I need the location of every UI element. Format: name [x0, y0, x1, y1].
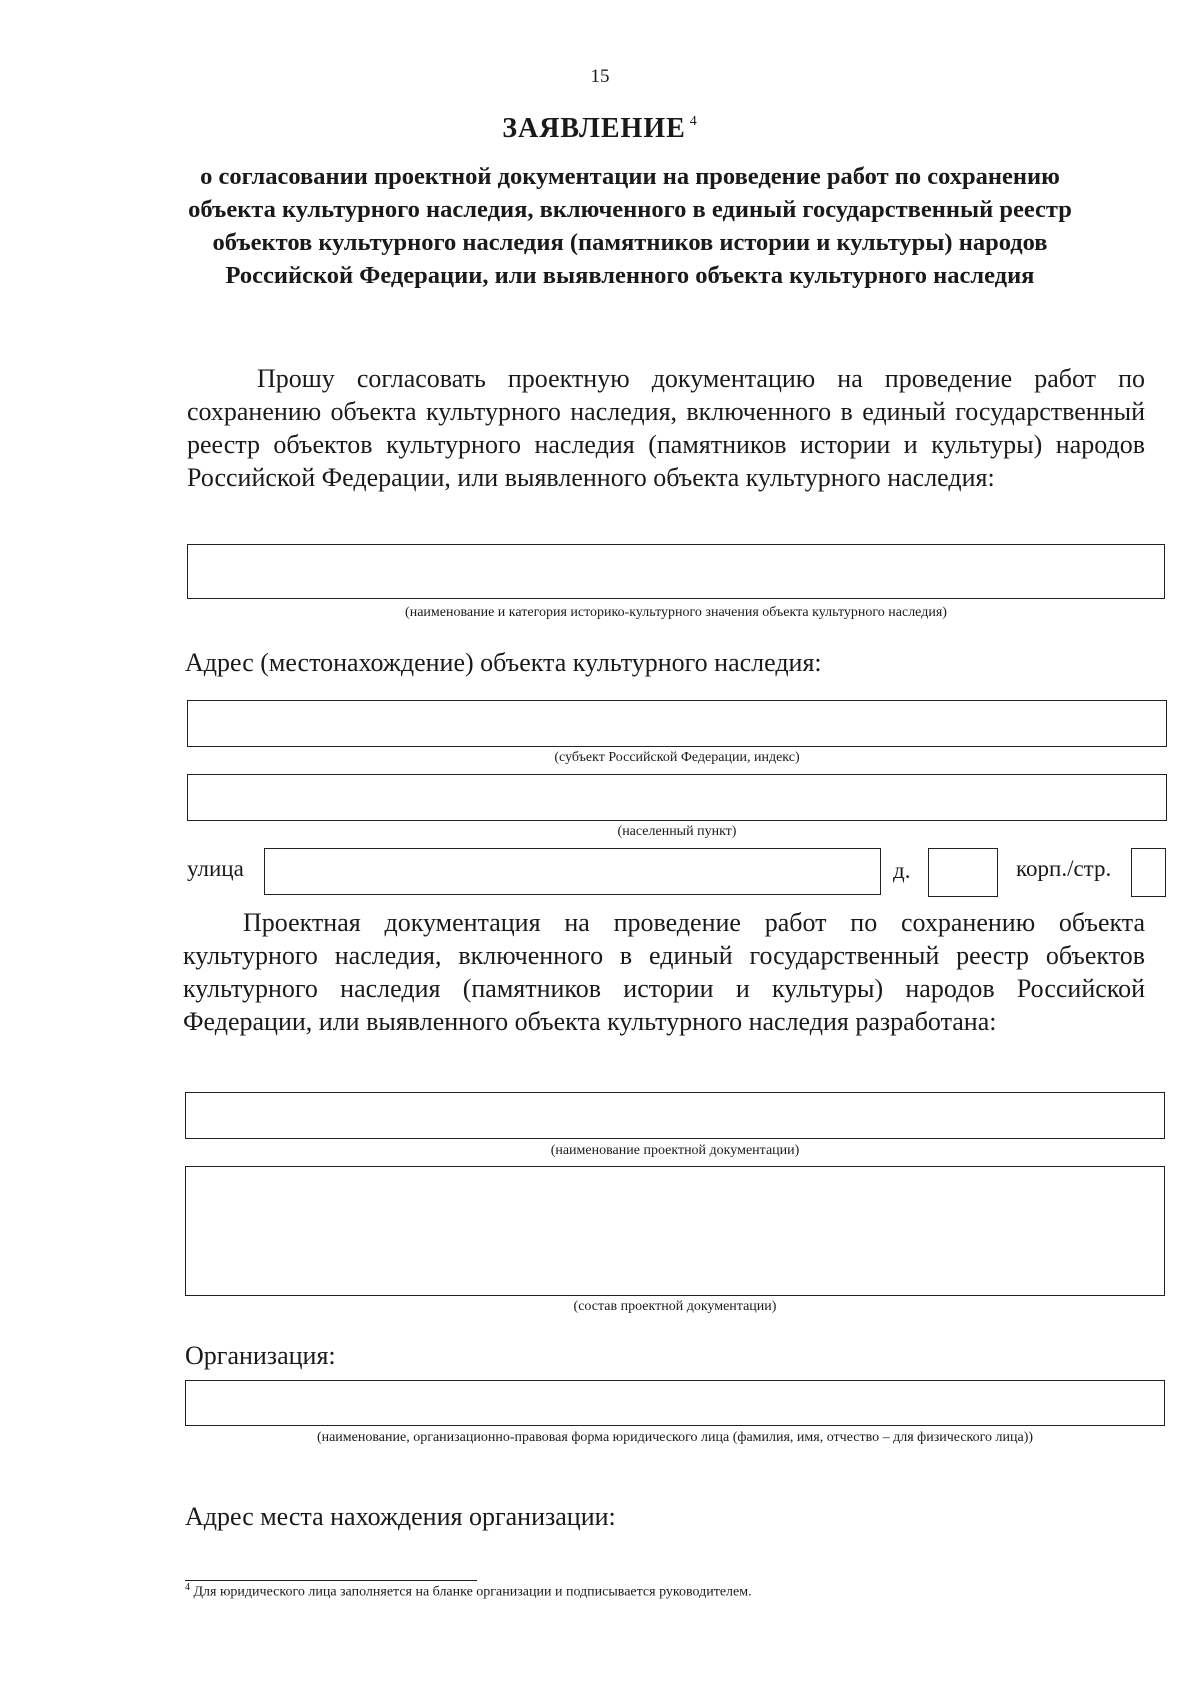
building-label: корп./стр. [1016, 856, 1112, 881]
document-subtitle: о согласовании проектной документации на проведение работ по сохранению объекта культурного наследия, включенного в единый государственный реестр объектов культурного наследия (памятников истории и культуры) народов Российской Федерации, или выявленного объекта культурного наследия [188, 163, 1072, 289]
request-paragraph [187, 362, 1145, 494]
street-label: улица [187, 856, 244, 881]
locality-field[interactable] [187, 774, 1167, 821]
organization-name-field[interactable] [185, 1380, 1165, 1426]
project-doc-name-caption: (наименование проектной документации) [550, 1143, 800, 1158]
locality-caption: (населенный пункт) [617, 824, 737, 839]
document-title [0, 113, 1200, 145]
house-label: д. [893, 858, 911, 883]
title-text: ЗАЯВЛЕНИЕ [502, 113, 686, 144]
object-name-caption: (наименование и категория историко-культурного значения объекта культурного наследия) [405, 605, 947, 620]
organization-address-heading: Адрес места нахождения организации: [185, 1502, 616, 1531]
house-number-field[interactable] [928, 848, 998, 897]
developed-paragraph [183, 906, 1145, 1038]
footnote-text: Для юридического лица заполняется на бланке организации и подписывается руководителем. [193, 1584, 752, 1600]
footnote-mark: 4 [185, 1582, 190, 1593]
region-index-field[interactable] [187, 700, 1167, 747]
organization-heading: Организация: [185, 1341, 336, 1370]
title-footnote-mark: 4 [689, 114, 698, 129]
project-doc-name-field[interactable] [185, 1092, 1165, 1139]
building-number-field[interactable] [1131, 848, 1166, 897]
organization-caption: (наименование, организационно-правовая форма юридического лица (фамилия, имя, отчество – для физического лица)) [316, 1430, 1034, 1445]
project-doc-composition-field[interactable] [185, 1166, 1165, 1296]
request-paragraph-text: Прошу согласовать проектную документацию на проведение работ по сохранению объекта культурного наследия, включенного в единый государственный реестр объектов культурного наследия (памятников истории и культуры) народов Российской Федерации, или выявленного объекта культурного наследия: [187, 364, 1145, 492]
developed-paragraph-text: Проектная документация на проведение работ по сохранению объекта культурного наследия, включенного в единый государственный реестр объектов культурного наследия (памятников истории и культуры) народов Российской Федерации, или выявленного объекта культурного наследия разработана: [183, 908, 1145, 1036]
region-index-caption: (субъект Российской Федерации, индекс) [554, 750, 800, 765]
object-name-field[interactable] [187, 544, 1165, 599]
footnote [185, 1582, 1125, 1601]
object-address-heading: Адрес (местонахождение) объекта культурного наследия: [185, 648, 822, 677]
street-field[interactable] [264, 848, 881, 895]
page-number: 15 [590, 66, 610, 87]
project-doc-composition-caption: (состав проектной документации) [573, 1299, 777, 1314]
footnote-separator [185, 1580, 477, 1581]
